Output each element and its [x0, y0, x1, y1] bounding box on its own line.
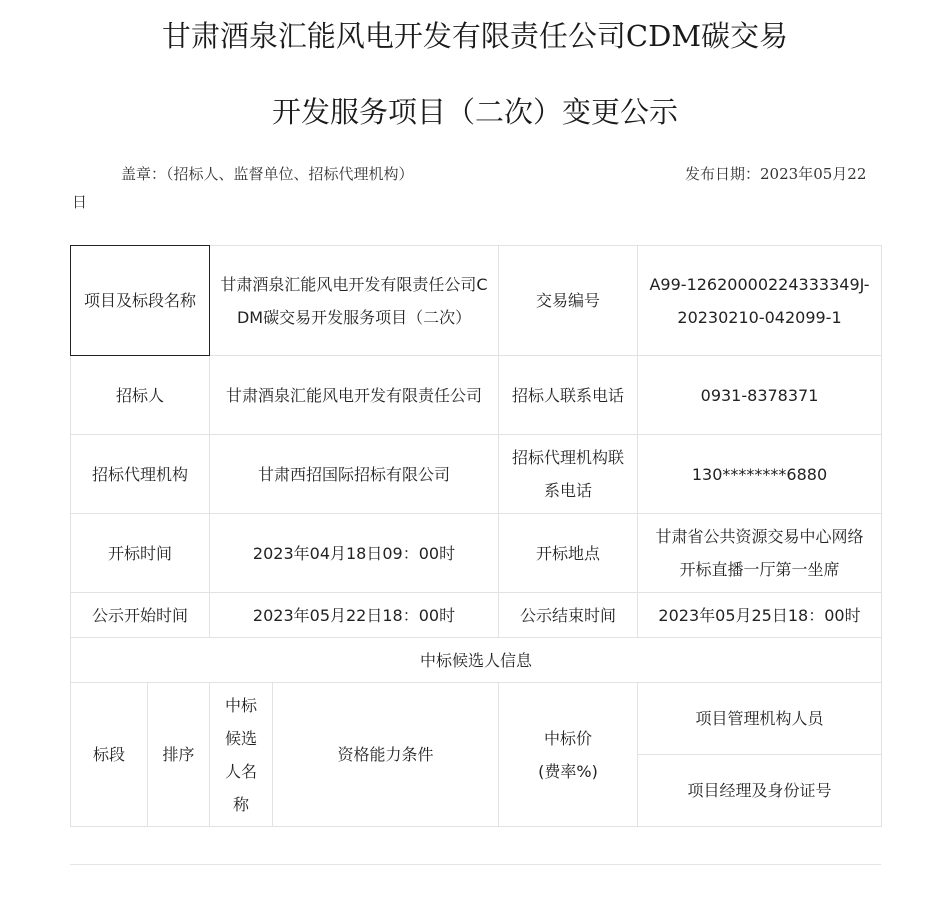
mgmt-staff-header: 项目管理机构人员 [638, 683, 882, 755]
publish-date-value: 2023年05月22 [760, 165, 867, 183]
opening-place-value: 甘肃省公共资源交易中心网络开标直播一厅第一坐席 [638, 514, 882, 593]
rank-header: 排序 [148, 683, 210, 827]
notice-end-value: 2023年05月25日18：00时 [638, 593, 882, 638]
table-row [71, 593, 882, 638]
document-title-line1: 甘肃酒泉汇能风电开发有限责任公司CDM碳交易 [161, 19, 789, 53]
tenderer-phone-value: 0931-8378371 [638, 356, 882, 435]
tenderer-label: 招标人 [71, 356, 210, 435]
project-name-value: 甘肃酒泉汇能风电开发有限责任公司CDM碳交易开发服务项目（二次） [210, 246, 499, 356]
agency-label: 招标代理机构 [71, 435, 210, 514]
publish-date-wrap: 日 [72, 193, 88, 211]
agency-value: 甘肃西招国际招标有限公司 [210, 435, 499, 514]
trade-number-label: 交易编号 [499, 246, 638, 356]
table-row [71, 514, 882, 593]
candidate-name-header: 中标候选人名称 [210, 683, 273, 827]
tenderer-value: 甘肃酒泉汇能风电开发有限责任公司 [210, 356, 499, 435]
notice-start-label: 公示开始时间 [71, 593, 210, 638]
agency-phone-value: 130********6880 [638, 435, 882, 514]
table-row [71, 638, 882, 683]
agency-phone-label: 招标代理机构联系电话 [499, 435, 638, 514]
announcement-table [70, 245, 882, 827]
tenderer-phone-label: 招标人联系电话 [499, 356, 638, 435]
notice-start-value: 2023年05月22日18：00时 [210, 593, 499, 638]
qualification-header: 资格能力条件 [273, 683, 499, 827]
project-name-label: 项目及标段名称 [71, 246, 210, 356]
price-label: 中标价 [544, 728, 593, 748]
seal-line: 盖章：（招标人、监督单位、招标代理机构） [121, 165, 414, 183]
trade-number-value: A99-12620000224333349J-20230210-042099-1 [638, 246, 882, 356]
table-row [71, 246, 882, 356]
opening-time-value: 2023年04月18日09：00时 [210, 514, 499, 593]
table-row [71, 683, 882, 755]
section-header: 中标候选人信息 [71, 638, 882, 683]
publish-date-label: 发布日期： [685, 165, 761, 183]
document-title-line2: 开发服务项目（二次）变更公示 [271, 95, 678, 129]
segment-header: 标段 [71, 683, 148, 827]
divider [70, 864, 881, 865]
notice-end-label: 公示结束时间 [499, 593, 638, 638]
price-note: (费率%) [538, 761, 598, 781]
opening-time-label: 开标时间 [71, 514, 210, 593]
publish-date [685, 163, 866, 184]
table-row [71, 435, 882, 514]
opening-place-label: 开标地点 [499, 514, 638, 593]
manager-id-header: 项目经理及身份证号 [638, 755, 882, 827]
price-header [499, 683, 638, 827]
table-row [71, 356, 882, 435]
